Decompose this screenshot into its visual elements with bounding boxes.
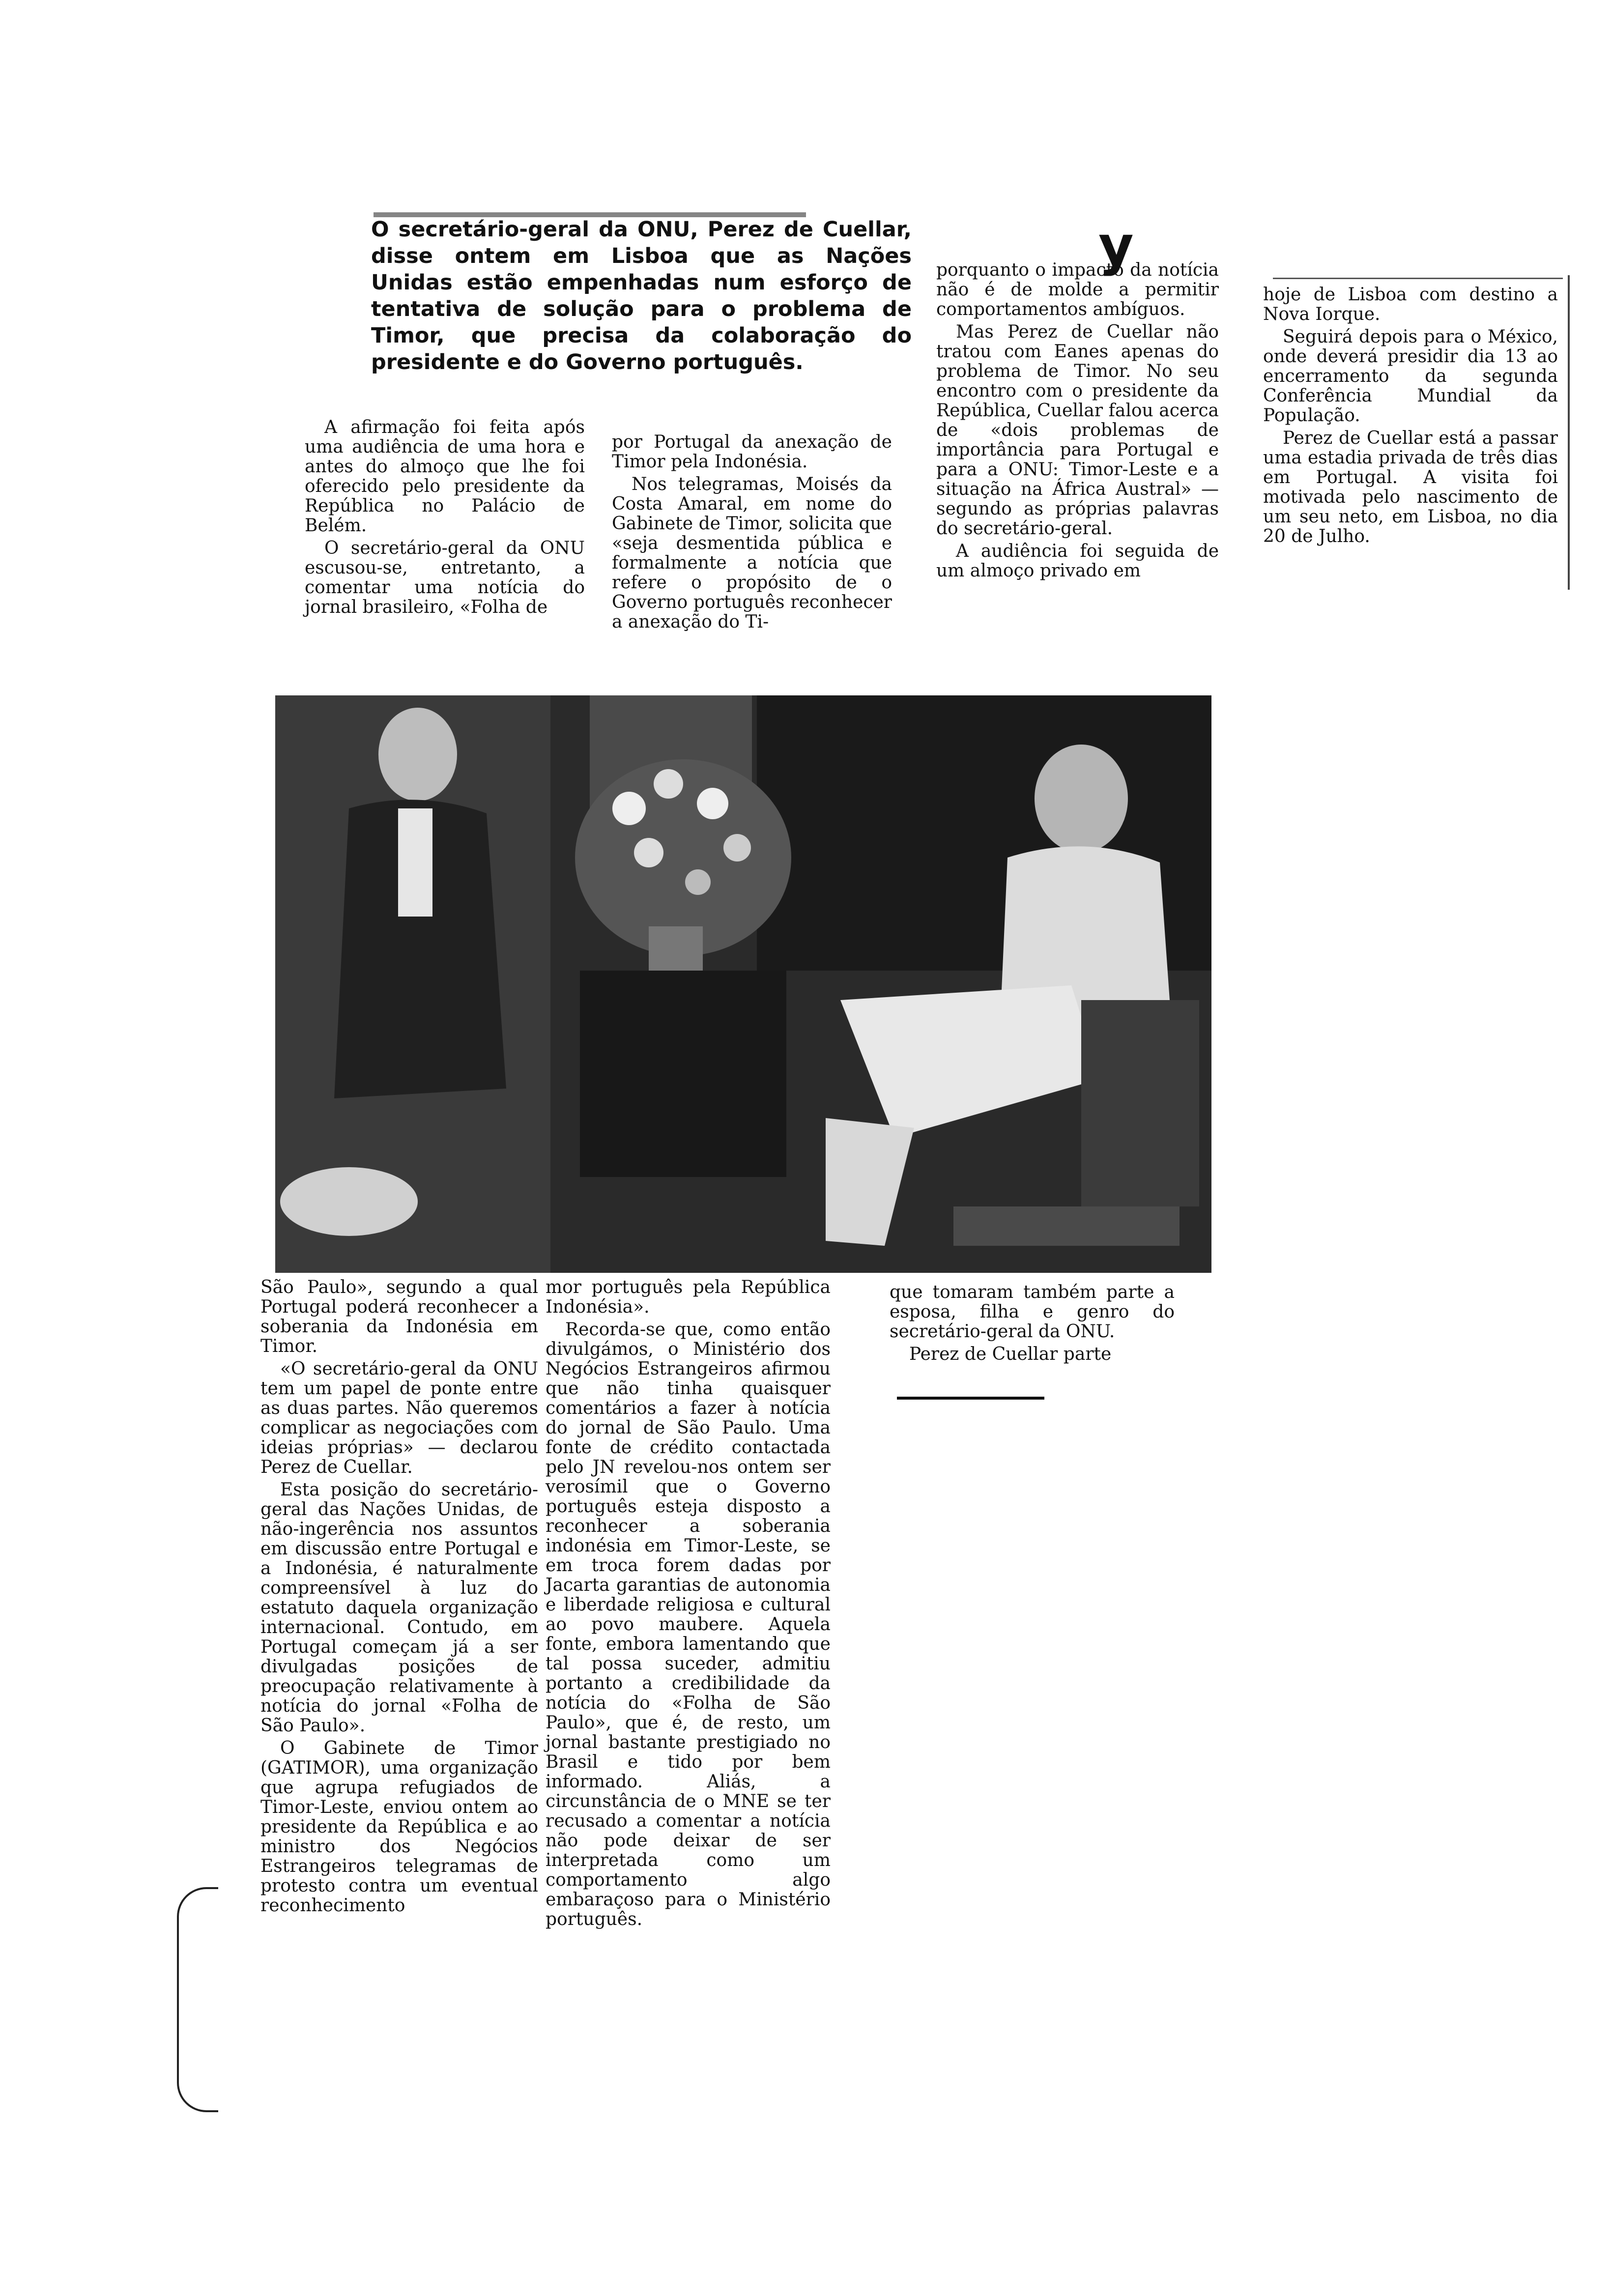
column-3-top — [936, 260, 1219, 584]
paragraph: O secretário-geral da ONU escusou-se, entretanto, a comentar uma notícia do jornal brasileiro, «Folha de — [305, 538, 585, 617]
paragraph: O Gabinete de Timor (GATIMOR), uma organização que agrupa refugiados de Timor-Leste, enviou ontem ao presidente da República e ao ministro dos Negócios Estrangeiros telegramas de protesto contra um eventual reconhecimento — [260, 1738, 538, 1916]
lead-paragraph: O secretário-geral da ONU, Perez de Cuellar, disse ontem em Lisboa que as Nações Unidas estão empenhadas num esforço de tentativa de solução para o problema de Timor, que precisa da colaboração do presidente e do Governo português. — [371, 217, 912, 374]
paragraph: por Portugal da anexação de Timor pela Indonésia. — [612, 432, 892, 472]
paragraph: Mas Perez de Cuellar não tratou com Eanes apenas do problema de Timor. No seu encontro com o presidente da República, Cuellar falou acerca de «dois problemas de importância para Portugal e para a ONU: Timor-Leste e a situação na África Austral» — segundo as próprias palavras do secretário-geral. — [936, 322, 1219, 539]
column-3-bottom — [890, 1283, 1175, 1367]
column-2-bottom — [546, 1278, 831, 1932]
handwritten-mark: y — [1098, 214, 1134, 277]
column-4-top — [1263, 285, 1558, 549]
paragraph: Seguirá depois para o México, onde deverá presidir dia 13 ao encerramento da segunda Conferência Mundial da População. — [1263, 327, 1558, 426]
paragraph: mor português pela República Indonésia». — [546, 1277, 831, 1317]
paragraph: A afirmação foi feita após uma audiência de uma hora e antes do almoço que lhe foi oferecido pelo presidente da República no Palácio de Belém. — [305, 417, 585, 536]
paragraph: Esta posição do secretário-geral das Nações Unidas, de não-ingerência nos assuntos em discussão entre Portugal e a Indonésia, é naturalmente compreensível à luz do estatuto daquela organização internacional. Contudo, em Portugal começam já a ser divulgadas posições de preocupação relativamente à notícia do jornal «Folha de São Paulo». — [260, 1480, 538, 1736]
paragraph: «O secretário-geral da ONU tem um papel de ponte entre as duas partes. Não queremos complicar as negociações com ideias próprias» — declarou Perez de Cuellar. — [260, 1359, 538, 1477]
paragraph: São Paulo», segundo a qual Portugal poderá reconhecer a soberania da Indonésia em Timor. — [260, 1277, 538, 1356]
paragraph: que tomaram também parte a esposa, filha e genro do secretário-geral da ONU. — [890, 1282, 1175, 1342]
right-box-top-rule — [1273, 278, 1563, 279]
paragraph: Perez de Cuellar parte — [909, 1344, 1112, 1364]
paragraph: porquanto o impacto da notícia não é de molde a permitir comportamentos ambíguos. — [936, 260, 1219, 319]
paragraph: A audiência foi seguida de um almoço privado em — [936, 541, 1219, 581]
column-1-top — [305, 418, 585, 620]
column-end-rule — [897, 1397, 1044, 1400]
right-box-side-rule — [1568, 275, 1570, 590]
paragraph: Nos telegramas, Moisés da Costa Amaral, em nome do Gabinete de Timor, solicita que «seja desmentida pública e formalmente a notícia que refere o propósito de o Governo português reconhecer a anexação do Ti- — [612, 474, 892, 632]
paragraph: Recorda-se que, como então divulgámos, o Ministério dos Negócios Estrangeiros afirmou que não tinha quaisquer comentários a fazer à notícia do jornal de São Paulo. Uma fonte de crédito contactada pelo JN revelou-nos ontem ser verosímil que o Governo português esteja disposto a reconhecer a soberania indonésia em Timor-Leste, se em troca forem dadas por Jacarta garantias de autonomia e liberdade religiosa e cultural ao povo maubere. Aquela fonte, embora lamentando que tal possa suceder, admitiu portanto a credibilidade da notícia do «Folha de São Paulo», que é, de resto, um jornal bastante prestigiado no Brasil e tido por bem informado. Aliás, a circunstância de o MNE se ter recusado a comentar a notícia não pode deixar de ser interpretada como um comportamento algo embaraçoso para o Ministério português. — [546, 1320, 831, 1929]
paragraph: Perez de Cuellar está a passar uma estadia privada de três dias em Portugal. A visita foi motivada pelo nascimento de um seu neto, em Lisboa, no dia 20 de Julho. — [1263, 428, 1558, 546]
column-2-top — [612, 432, 892, 635]
handwritten-bracket — [177, 1887, 218, 2112]
news-photo — [275, 695, 1211, 1273]
column-1-bottom — [260, 1278, 538, 1919]
photo-icon — [275, 695, 1211, 1273]
paragraph: hoje de Lisboa com destino a Nova Iorque. — [1263, 285, 1558, 324]
